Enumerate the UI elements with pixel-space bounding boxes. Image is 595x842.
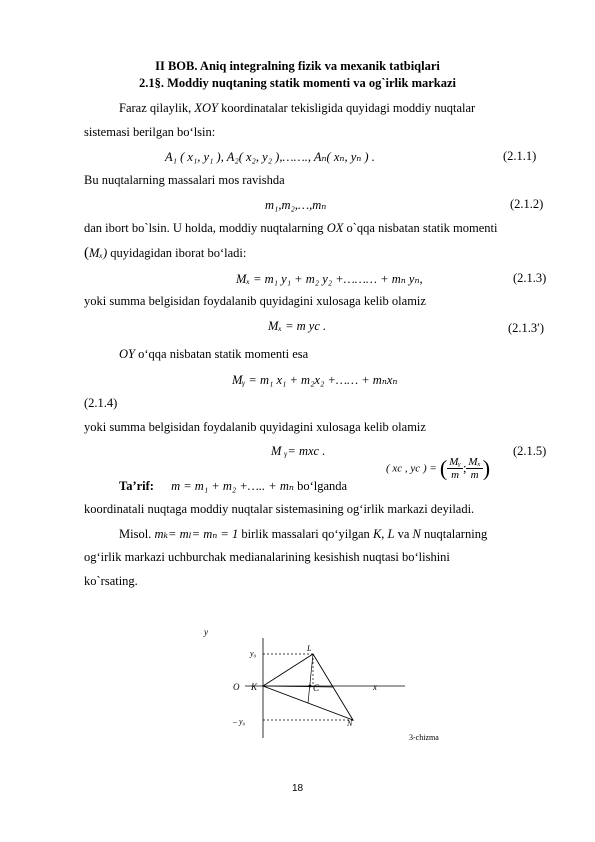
centroid-formula: ( xc , yc ) = ( $\frac{\text{Mᵧ}}{m}$ ; $\frac{\text{Mₓ}}{m}$ ) [386, 455, 491, 481]
equation-mx-short: Mₓ = m yc . [268, 319, 327, 333]
example-formula: mₖ= mₗ= mₙ = 1 [154, 527, 239, 541]
oy-label: OY [119, 347, 135, 361]
paragraph-intro: Faraz qilaylik, XOY koordinatalar tekisligida quyidagi moddiy nuqtalar [119, 101, 476, 115]
example-cont: og‘irlik markazi uchburchak medianalarining kesishish nuqtasi bo‘lishini [84, 550, 450, 564]
equation-number: (2.1.5) [513, 444, 547, 458]
definition-line: Ta’rif: m = m₁ + m₂ +….. + mₙ bo‘lganda [119, 479, 348, 493]
definition-label: Ta’rif: [119, 479, 154, 493]
origin-label: O [233, 682, 240, 692]
equation-my-short: M ᵧ= mxc . [271, 444, 326, 458]
example-line: Misol. mₖ= mₗ= mₙ = 1 birlik massalari qo‘yilgan K, L va N nuqtalarning [119, 527, 488, 541]
triangle-kln [263, 654, 353, 720]
paragraph-oy: OY o‘qqa nisbatan statik momenti esa [119, 347, 309, 361]
triangle-figure [195, 620, 465, 750]
equation-number: (2.1.3) [513, 271, 547, 285]
equation-points: A₁ ( x₁, y₁ ), A₂( x₂, y₂ ),……., Aₙ( xₙ, yₙ ) . [165, 150, 375, 164]
ox-label: OX [326, 221, 344, 235]
definition-cont: koordinatali nuqtaga moddiy nuqtalar sistemasining og‘irlik markazi deyiladi. [84, 502, 475, 516]
equation-number: (2.1.1) [503, 149, 537, 163]
paragraph-masses: Bu nuqtalarning massalari mos ravishda [84, 173, 285, 187]
equation-my: Mᵧ = m₁ x₁ + m₂x₂ +…… + mₙxₙ [232, 373, 398, 387]
page-number: 18 [291, 783, 304, 794]
paragraph-summa-2: yoki summa belgisidan foydalanib quyidagini xulosaga kelib olamiz [84, 420, 426, 434]
equation-masses: m₁,m₂,…,mₙ [265, 198, 327, 212]
section-title: 2.1§. Moddiy nuqtaning statik momenti va og`irlik markazi [138, 76, 457, 90]
paragraph-static-moment-cont: (Mₓ) quyidagidan iborat bo‘ladi: [84, 245, 247, 261]
equation-number: (2.1.3′) [508, 321, 545, 335]
example-cont-2: ko`rsating. [84, 574, 138, 588]
y0-label: y₀ [250, 649, 257, 658]
neg-y0-label: – y₀ [233, 717, 246, 726]
point-c-label: C [313, 683, 320, 693]
xoy-label: XOY [194, 101, 218, 115]
paragraph-intro-cont: sistemasi berilgan bo‘lsin: [84, 125, 216, 139]
median-l [308, 654, 313, 703]
y-axis-label: y [204, 627, 208, 637]
figure-caption: 3-chizma [409, 733, 439, 742]
definition-formula: m = m₁ + m₂ +….. + mₙ [171, 479, 294, 493]
chapter-title: II BOB. Aniq integralning fizik va mexanik tatbiqlari [155, 59, 440, 73]
equation-number: (2.1.2) [510, 197, 544, 211]
point-k-label: K [251, 682, 258, 692]
equation-number: (2.1.4) [84, 396, 118, 410]
centroid-point [309, 685, 312, 688]
point-l-label: L [307, 644, 312, 653]
equation-mx: Mₓ = m₁ y₁ + m₂ y₂ +……… + mₙ yₙ, [236, 272, 423, 286]
example-label: Misol. [119, 527, 152, 541]
x-axis-label: x [373, 682, 377, 692]
paragraph-summa-1: yoki summa belgisidan foydalanib quyidagini xulosaga kelib olamiz [84, 294, 426, 308]
paragraph-static-moment: dan ibort bo`lsin. U holda, moddiy nuqtalarning OX o`qqa nisbatan statik momenti [84, 221, 498, 235]
point-n-label: N [347, 719, 353, 728]
